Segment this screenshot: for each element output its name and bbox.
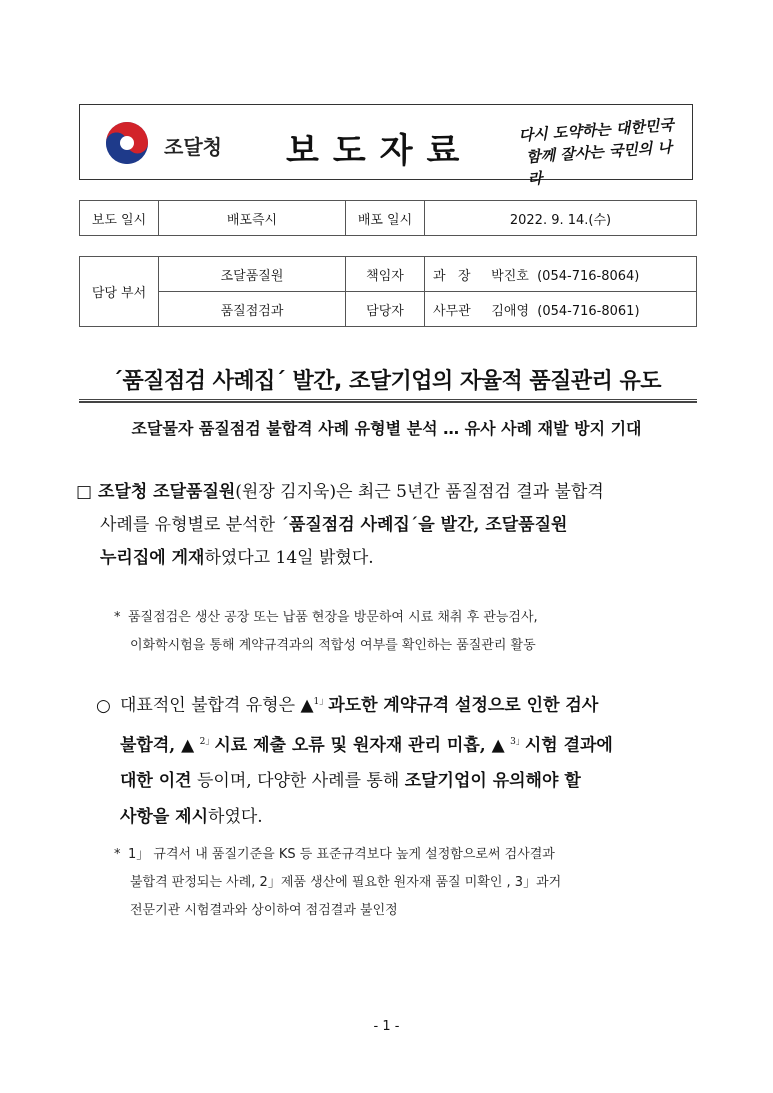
doc-title: 보도자료: [286, 131, 474, 171]
press-release-header: [79, 104, 693, 189]
release-date-value: 배포즉시: [159, 201, 346, 236]
headline-divider: [79, 399, 697, 403]
p2-bold-2: 불합격: [120, 735, 170, 756]
p2-bold-3: 시료 제출 오류 및 원자재 관리 미흡: [214, 735, 480, 756]
org-name: 조달청: [164, 135, 222, 159]
p2-bold-4: 시험 결과에: [524, 735, 613, 756]
distribution-date-label: 배포 일시: [346, 201, 425, 236]
slogan: [518, 113, 682, 190]
note2-line-3: 전문기관 시험결과와 상이하여 점검결과 불인정: [130, 903, 398, 918]
p1-bold-1: 조달청 조달품질원: [98, 482, 236, 502]
p2-bold-7: 사항을 제시: [120, 807, 209, 828]
p2-text-2: 등이며, 다양한 사례를 통해: [191, 771, 405, 792]
p2-text-3: 하였다.: [208, 807, 263, 828]
square-bullet-icon: □: [76, 482, 93, 502]
p2-sup-2: 2」: [199, 736, 215, 747]
p1-text-1: (원장 김지욱)은 최근 5년간 품질점검 결과 불합격: [235, 482, 604, 502]
p2-line-3: [96, 763, 700, 799]
department-1: 조달품질원: [159, 257, 346, 292]
footnote-1: [114, 604, 702, 660]
footnote-2: [114, 841, 702, 925]
p2-text-1: 대표적인 불합격 유형은: [120, 695, 301, 716]
release-date-label: 보도 일시: [80, 201, 159, 236]
p2-bold-1: 과도한 계약규격 설정으로 인한 검사: [328, 695, 599, 716]
triangle-icon-2: ▲: [181, 735, 195, 756]
asterisk-icon: *: [114, 610, 121, 625]
p1-text-3: 하였다고 14일 밝혔다.: [204, 548, 374, 568]
manager-label: 책임자: [346, 257, 425, 292]
contact-table: [79, 256, 697, 327]
note2-line-2: 불합격 판정되는 사례, 2」제품 생산에 필요한 원자재 품질 미확인 , 3」과거: [130, 875, 562, 890]
circle-bullet-icon: ○: [96, 695, 111, 716]
p2-line-2: 불합격, ▲ $^{2」}$시료 제출 오류 및 원자재 관리 미흡, ▲ $^{3」}$시험 결과에: [120, 735, 613, 756]
headline: ´품질점검 사례집´ 발간, 조달기업의 자율적 품질관리 유도: [111, 369, 662, 394]
triangle-icon-3: ▲: [491, 735, 505, 756]
paragraph-2: [96, 684, 700, 835]
government-logo-icon: [102, 120, 152, 166]
manager-contact: 과 장 박진호 (054-716-8064): [425, 257, 697, 292]
note1-line-1: 품질점검은 생산 공장 또는 납품 현장을 방문하여 시료 채취 후 관능검사,: [128, 610, 538, 625]
p2-sup-1: 1」: [313, 697, 329, 707]
p2-sup-3: 3」: [510, 736, 525, 747]
note2-line-1: 1」 규격서 내 품질기준을 KS 등 표준규격보다 높게 설정함으로써 검사결과: [128, 847, 555, 862]
distribution-date-value: 2022. 9. 14.(수): [425, 201, 697, 236]
p1-text-2: 사례를 유형별로 분석한: [100, 515, 281, 535]
asterisk-icon: *: [114, 847, 121, 862]
p1-line-2: [76, 509, 700, 542]
paragraph-1: [76, 476, 700, 575]
release-info-table: [79, 200, 697, 236]
page-number: - 1 -: [373, 1019, 400, 1034]
department-label: 담당 부서: [80, 257, 159, 327]
triangle-icon-1: ▲: [300, 695, 314, 716]
p2-bold-5: 대한 이견: [120, 771, 192, 792]
p1-bold-3: 누리집에 게재: [100, 548, 205, 568]
p2-line-4: [96, 799, 700, 835]
staff-contact: 사무관 김애영 (054-716-8061): [425, 292, 697, 327]
department-2: 품질점검과: [159, 292, 346, 327]
slogan-line-1: 다시 도약하는 대한민국: [518, 115, 675, 145]
subheadline: 조달물자 품질점검 불합격 사례 유형별 분석 … 유사 사례 재발 방지 기대: [131, 419, 642, 438]
staff-label: 담당자: [346, 292, 425, 327]
p1-bold-2: ´품질점검 사례집´을 발간, 조달품질원: [280, 515, 568, 535]
p2-bold-6: 조달기업이 유의해야 할: [404, 771, 581, 792]
note1-line-2: 이화학시험을 통해 계약규격과의 적합성 여부를 확인하는 품질관리 활동: [130, 638, 536, 653]
p1-line-3: [76, 542, 700, 575]
slogan-line-2: 함께 잘사는 국민의 나라: [525, 137, 673, 189]
